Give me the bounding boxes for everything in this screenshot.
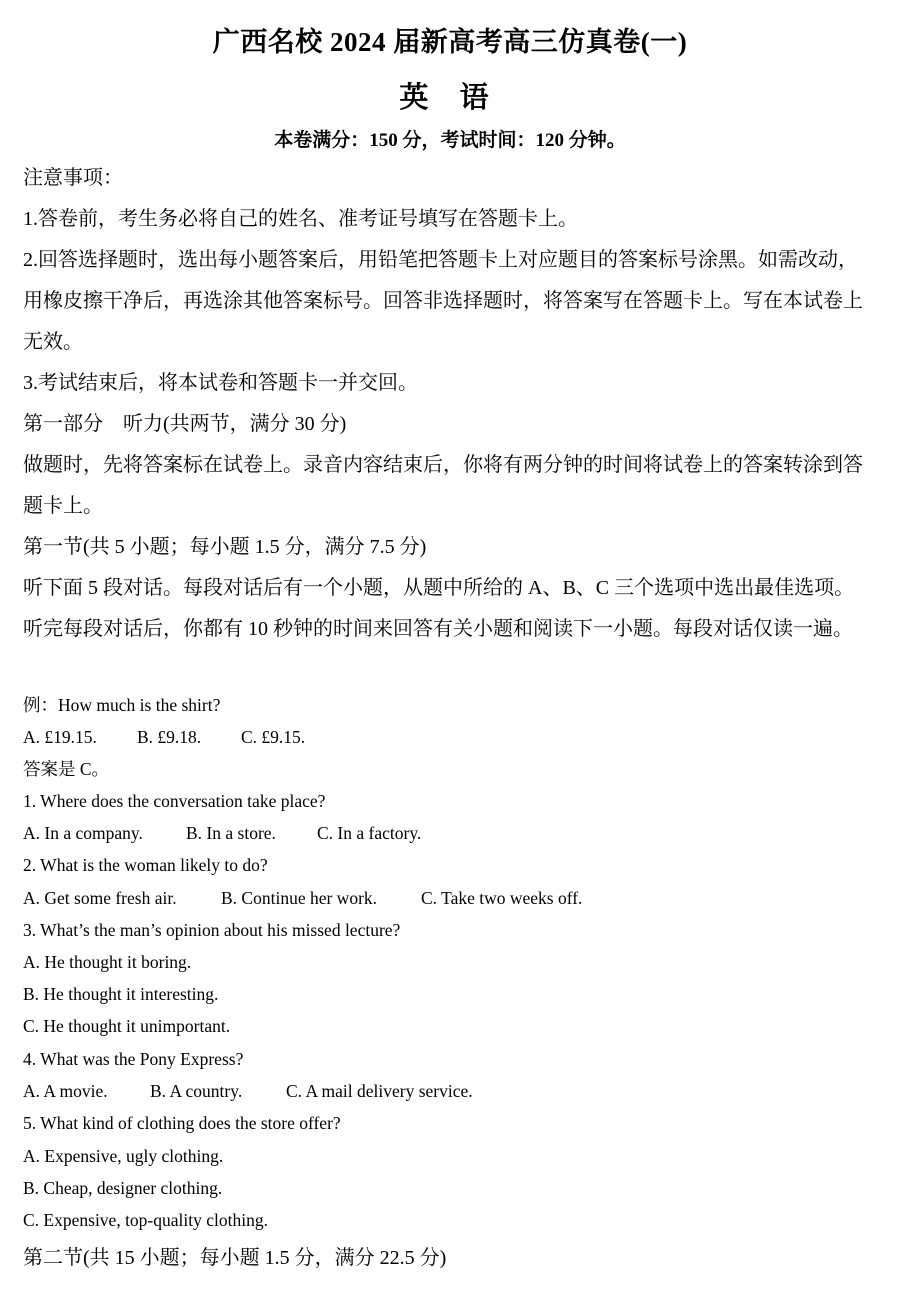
question-3-option-c: C. He thought it unimportant. [23,1016,231,1036]
question-5-option-a: A. Expensive, ugly clothing. [23,1146,224,1166]
question-4-stem: 4. What was the Pony Express? [23,1049,244,1069]
part1-heading: 第一部分 听力(共两节，满分 30 分) [23,413,347,435]
question-4-option-c: C. A mail delivery service. [286,1081,473,1101]
question-5-option-b: B. Cheap, designer clothing. [23,1178,223,1198]
section1-heading: 第一节(共 5 小题；每小题 1.5 分，满分 7.5 分) [23,536,427,558]
example-option-c: C. £9.15. [241,727,306,747]
question-3-stem: 3. What’s the man’s opinion about his missed lecture? [23,920,401,940]
question-3-option-b: B. He thought it interesting. [23,984,219,1004]
question-1-option-c: C. In a factory. [317,823,422,843]
question-4-option-b: B. A country. [150,1081,243,1101]
notice-item-3: 3.考试结束后，将本试卷和答题卡一并交回。 [23,372,418,394]
question-1-option-a: A. In a company. [23,823,143,843]
exam-title: 广西名校 2024 届新高考高三仿真卷(一) [212,27,688,57]
question-1-options [23,817,873,849]
notice-item-2: 2.回答选择题时，选出每小题答案后，用铅笔把答题卡上对应题目的答案标号涂黑。如需改动，用橡皮擦干净后，再选涂其他答案标号。回答非选择题时，将答案写在答题卡上。写在本试卷上无效。 [23,249,863,353]
subject-title: 英 语 [399,82,501,114]
example-option-b: B. £9.18. [137,727,202,747]
question-2-option-a: A. Get some fresh air. [23,888,177,908]
notice-item-1: 1.答卷前，考生务必将自己的姓名、准考证号填写在答题卡上。 [23,208,578,230]
part1-instruction: 做题时，先将答案标在试卷上。录音内容结束后，你将有两分钟的时间将试卷上的答案转涂到答题卡上。 [23,454,863,517]
question-5-option-c: C. Expensive, top-quality clothing. [23,1210,268,1230]
question-2-stem: 2. What is the woman likely to do? [23,855,268,875]
example-options [23,721,873,753]
example-answer: 答案是 C。 [23,759,110,779]
example-option-a: A. £19.15. [23,727,97,747]
question-4-option-a: A. A movie. [23,1081,108,1101]
score-info: 本卷满分：150 分，考试时间：120 分钟。 [274,130,626,151]
example-question: 例：How much is the shirt? [23,695,221,715]
notice-heading: 注意事项： [23,167,123,189]
question-4-options [23,1075,873,1107]
question-5-stem: 5. What kind of clothing does the store offer? [23,1113,341,1133]
question-2-option-c: C. Take two weeks off. [421,888,583,908]
question-2-option-b: B. Continue her work. [221,888,378,908]
question-1-stem: 1. Where does the conversation take place? [23,791,326,811]
question-2-options [23,882,873,914]
section1-instruction: 听下面 5 段对话。每段对话后有一个小题，从题中所给的 A、B、C 三个选项中选出最佳选项。听完每段对话后，你都有 10 秒钟的时间来回答有关小题和阅读下一小题。每段对话仅读一遍。 [23,577,855,640]
section2-heading: 第二节(共 15 小题；每小题 1.5 分，满分 22.5 分) [23,1247,447,1269]
question-3-option-a: A. He thought it boring. [23,952,192,972]
question-1-option-b: B. In a store. [186,823,276,843]
